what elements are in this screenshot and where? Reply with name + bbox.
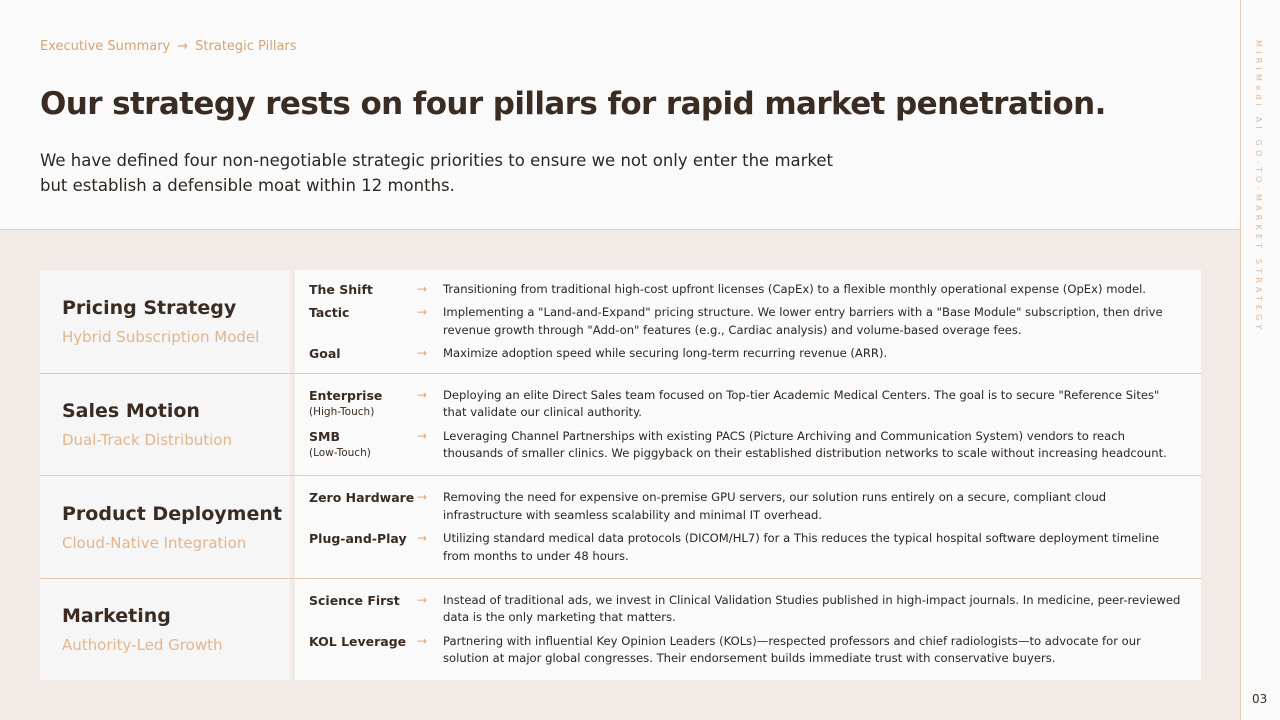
row-label-note: (High-Touch) xyxy=(309,405,375,418)
pillar-header xyxy=(40,476,290,578)
row-label: Goal xyxy=(309,346,341,361)
row-label: Science First xyxy=(309,592,400,608)
row-text: Removing the need for expensive on-premise GPU servers, our solution runs entirely on a secure, compliant cloud infrastructure with seamless scalability and minimal IT overhead. xyxy=(443,490,1107,522)
detail-row xyxy=(309,345,1185,363)
arrow-right-icon: → xyxy=(417,531,428,545)
row-text: Instead of traditional ads, we invest in Clinical Validation Studies published in high-impact journals. In medicine, peer-reviewed data is the only marketing that matters. xyxy=(443,592,1181,624)
pillar-details xyxy=(295,270,1201,373)
detail-row xyxy=(309,428,1185,463)
breadcrumb xyxy=(40,39,297,54)
arrow-right-icon: → xyxy=(417,346,428,360)
detail-row xyxy=(309,530,1185,565)
row-text: Partnering with influential Key Opinion Leaders (KOLs)—respected professors and chief radiologists—to advocate for our solution at major global congresses. Their endorsement builds immediate trust with conservative buyers. xyxy=(443,633,1141,665)
arrow-right-icon: → xyxy=(417,305,428,319)
detail-row xyxy=(309,592,1185,627)
pillar-details xyxy=(295,579,1201,680)
pillar-header xyxy=(40,270,290,373)
row-label: The Shift xyxy=(309,281,373,297)
breadcrumb-current[interactable]: Strategic Pillars xyxy=(195,39,297,54)
detail-row xyxy=(309,304,1185,339)
header-panel xyxy=(0,0,1240,230)
page-number: 03 xyxy=(1252,692,1268,706)
arrow-right-icon: → xyxy=(417,387,428,402)
arrow-right-icon: → xyxy=(417,281,428,296)
pillar-subtitle: Hybrid Subscription Model xyxy=(62,328,260,346)
pillar-subtitle: Authority-Led Growth xyxy=(62,636,223,654)
row-text: Maximize adoption speed while securing long-term recurring revenue (ARR). xyxy=(443,346,888,360)
page-title: Our strategy rests on four pillars for rapid market penetration. xyxy=(40,86,1106,122)
row-label: Tactic xyxy=(309,305,350,320)
pillars-table xyxy=(40,270,1201,680)
row-text: Deploying an elite Direct Sales team focused on Top-tier Academic Medical Centers. The goal is to secure "Reference Sites" that validate our clinical authority. xyxy=(443,387,1160,419)
detail-row xyxy=(309,387,1185,422)
arrow-right-icon: → xyxy=(417,592,428,607)
pillar-product-deployment xyxy=(40,476,1201,579)
pillar-name: Sales Motion xyxy=(62,400,200,422)
pillar-sales-motion xyxy=(40,374,1201,476)
pillar-subtitle: Cloud-Native Integration xyxy=(62,533,247,552)
breadcrumb-parent[interactable]: Executive Summary xyxy=(40,39,171,54)
arrow-right-icon: → xyxy=(177,39,189,54)
row-text: Transitioning from traditional high-cost upfront licenses (CapEx) to a flexible monthly operational expense (OpEx) model. xyxy=(443,281,1146,296)
detail-row xyxy=(309,281,1185,299)
pillar-name: Pricing Strategy xyxy=(62,297,237,319)
deck-label: MIRIMedi AI GO-TO-MARKET STRATEGY xyxy=(1254,40,1263,334)
row-text: Leveraging Channel Partnerships with existing PACS (Picture Archiving and Communication System) vendors to reach thousands of smaller clinics. We piggyback on their established distribution networks to scale without increasing headcount. xyxy=(443,428,1167,460)
pillar-header xyxy=(40,579,290,680)
pillar-name: Product Deployment xyxy=(62,502,282,525)
pillar-subtitle: Dual-Track Distribution xyxy=(62,431,232,449)
row-label: SMB xyxy=(309,428,340,444)
pillar-details xyxy=(295,374,1201,475)
row-text: Utilizing standard medical data protocols (DICOM/HL7) for a This reduces the typical hospital software deployment timeline from months to under 48 hours. xyxy=(443,531,1160,563)
row-label: Zero Hardware xyxy=(309,490,415,505)
row-label: KOL Leverage xyxy=(309,633,407,649)
detail-row xyxy=(309,489,1185,524)
arrow-right-icon: → xyxy=(417,490,428,504)
row-label: Enterprise xyxy=(309,387,383,403)
pillar-pricing-strategy xyxy=(40,270,1201,374)
pillar-name: Marketing xyxy=(62,605,171,627)
page-subtitle: We have defined four non-negotiable strategic priorities to ensure we not only enter the market but establish a defensible moat within 12 months. xyxy=(40,151,834,195)
row-label: Plug-and-Play xyxy=(309,531,407,546)
pillar-header xyxy=(40,374,290,475)
pillar-details xyxy=(295,476,1201,578)
arrow-right-icon: → xyxy=(417,633,428,648)
arrow-right-icon: → xyxy=(417,428,428,443)
row-label-note: (Low-Touch) xyxy=(309,446,371,459)
row-text: Implementing a "Land-and-Expand" pricing structure. We lower entry barriers with a "Base Module" subscription, then drive revenue growth through "Add-on" features (e.g., Cardiac analysis) and volume-based overage fees. xyxy=(443,305,1163,337)
detail-row xyxy=(309,633,1185,668)
pillar-marketing xyxy=(40,579,1201,680)
